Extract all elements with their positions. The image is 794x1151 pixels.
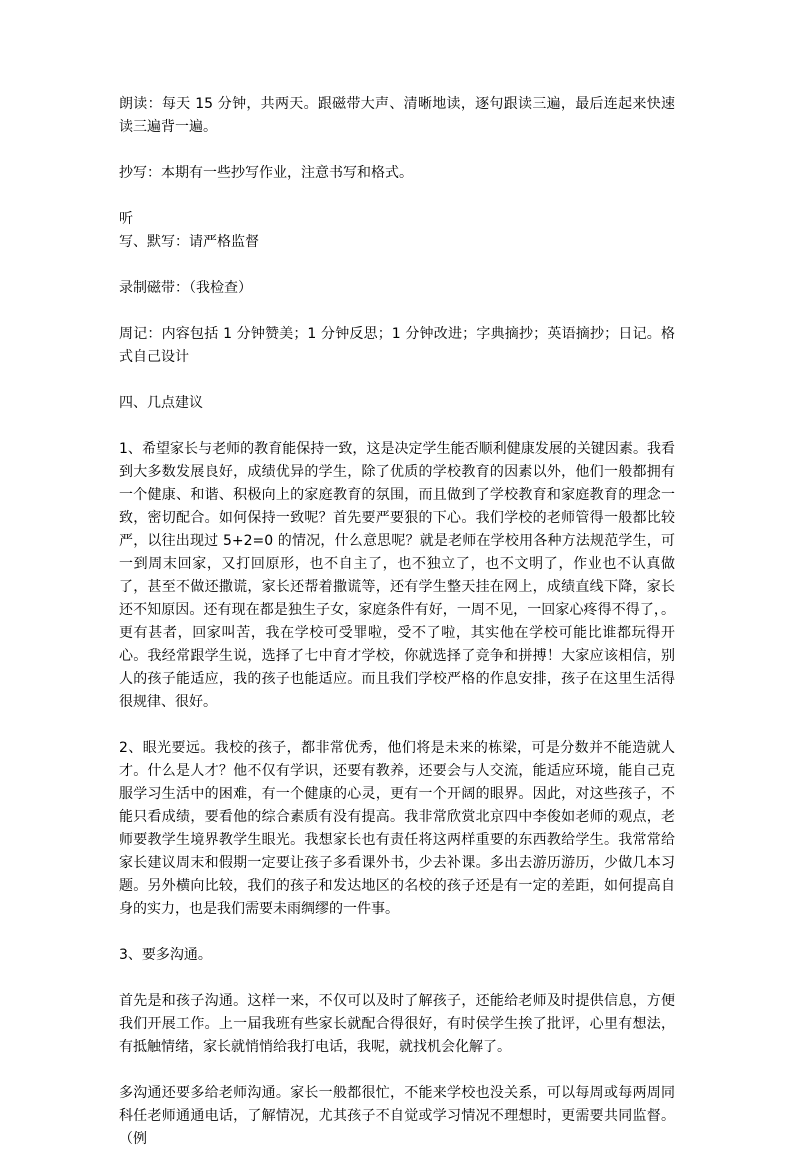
communicate-with-teacher-paragraph: 多沟通还要多给老师沟通。家长一般都很忙，不能来学校也没关系，可以每周或每两周同科任老师通通电话，了解情况，尤其孩子不自觉或学习情况不理想时，更需要共同监督。（例 (119, 1085, 675, 1147)
recording-paragraph: 录制磁带：（我检查） (119, 280, 252, 296)
dictation-line-2: 写、默写：请严格监督 (119, 234, 259, 250)
suggestions-heading: 四、几点建议 (119, 395, 203, 411)
copy-writing-paragraph: 抄写：本期有一些抄写作业，注意书写和格式。 (119, 165, 413, 181)
dictation-line-1: 听 (119, 211, 133, 227)
reading-paragraph: 朗读：每天 15 分钟，共两天。跟磁带大声、清晰地读，逐句跟读三遍，最后连起来快速读三遍背一遍。 (119, 96, 675, 135)
dictation-paragraph (119, 208, 675, 254)
suggestion-2-paragraph: 2、眼光要远。我校的孩子，都非常优秀，他们将是未来的栋梁，可是分数并不能造就人才。什么是人才？他不仅有学识，还要有教养，还要会与人交流，能适应环境，能自己克服学习生活中的困难，有一个健康的心灵，更有一个开阔的眼界。因此，对这些孩子，不能只看成绩，要看他的综合素质有没有提高。我非常欣赏北京四中李俊如老师的观点，老师要教学生境界教学生眼光。我想家长也有责任将这两样重要的东西教给学生。我常常给家长建议周末和假期一定要让孩子多看课外书，少去补课。多出去游历游历，少做几本习题。另外横向比较，我们的孩子和发达地区的名校的孩子还是有一定的差距，如何提高自身的实力，也是我们需要未雨绸缪的一件事。 (119, 740, 675, 917)
communicate-with-child-paragraph: 首先是和孩子沟通。这样一来，不仅可以及时了解孩子，还能给老师及时提供信息，方便我们开展工作。上一届我班有些家长就配合得很好，有时侯学生挨了批评，心里有想法，有抵触情绪，家长就悄悄给我打电话，我呢，就找机会化解了。 (119, 993, 675, 1055)
suggestion-1-paragraph: 1、希望家长与老师的教育能保持一致，这是决定学生能否顺利健康发展的关键因素。我看到大多数发展良好，成绩优异的学生，除了优质的学校教育的因素以外，他们一般都拥有一个健康、和谐、积极向上的家庭教育的氛围，而且做到了学校教育和家庭教育的理念一致，密切配合。如何保持一致呢？首先要严要狠的下心。我们学校的老师管得一般都比较严，以往出现过 5+2=0 的情况，什么意思呢？就是老师在学校用各种方法规范学生，可一到周末回家，又打回原形，也不自主了，也不独立了，也不文明了，作业也不认真做了，甚至不做还撒谎，家长还帮着撒谎等，还有学生整天挂在网上，成绩直线下降，家长还不知原因。还有现在都是独生子女，家庭条件有好，一周不见，一回家心疼得不得了，。更有甚者，回家叫苦，我在学校可受罪啦，受不了啦，其实他在学校可能比谁都玩得开心。我经常跟学生说，选择了七中育才学校，你就选择了竞争和拼搏！大家应该相信，别人的孩子能适应，我的孩子也能适应。而且我们学校严格的作息安排，孩子在这里生活得很规律、很好。 (119, 441, 675, 710)
suggestion-3-heading: 3、要多沟通。 (119, 947, 212, 963)
document-page (119, 93, 675, 1151)
weekly-journal-paragraph: 周记：内容包括 1 分钟赞美；1 分钟反思；1 分钟改进；字典摘抄；英语摘抄；日记。格式自己设计 (119, 326, 675, 365)
